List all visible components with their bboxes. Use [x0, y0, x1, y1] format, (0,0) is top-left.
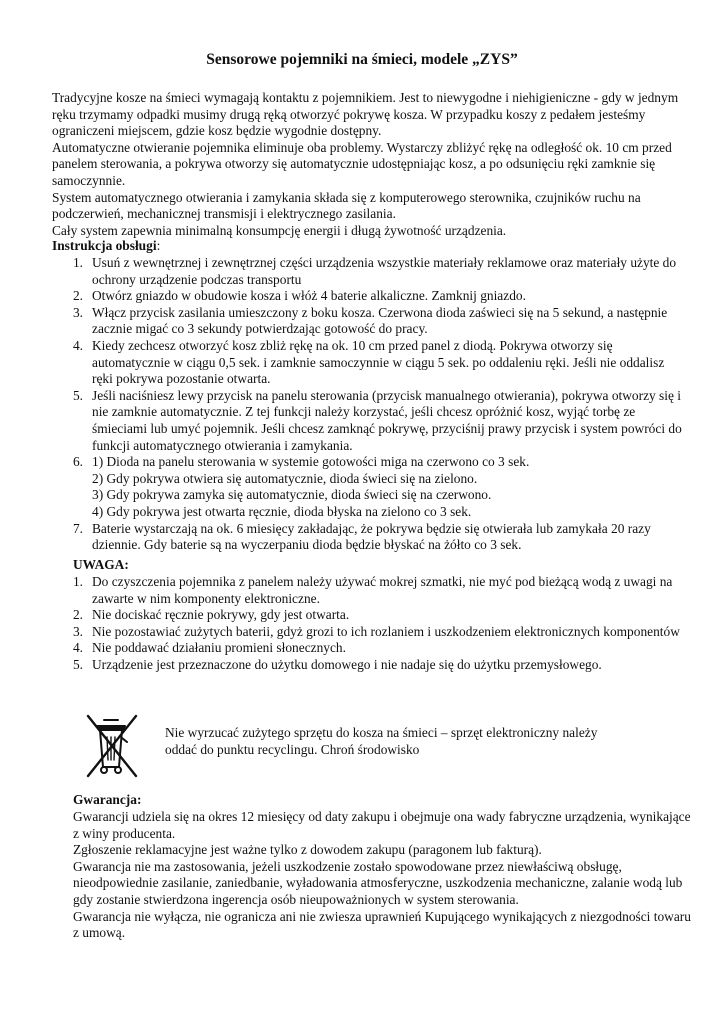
intro-paragraph: Cały system zapewnia minimalną konsumpcję energii i długą żywotność urządzenia.	[52, 222, 507, 238]
recycling-notice: Nie wyrzucać zużytego sprzętu do kosza na śmieci – sprzęt elektroniczny należy oddać do punktu recyclingu. Chroń środowisko	[165, 725, 598, 757]
instruction-item: 1. Usuń z wewnętrznej i zewnętrznej części urządzenia wszystkie materiały reklamowe oraz materiały użyte do ochrony urządzenie podczas transportu	[72, 255, 677, 287]
warning-heading: UWAGA:	[73, 557, 129, 572]
diode-status-line: 2) Gdy pokrywa otwiera się automatycznie, dioda świeci się na zielono.	[92, 470, 478, 486]
warranty-paragraph: Zgłoszenie reklamacyjne jest ważne tylko z dowodem zakupu (paragonem lub fakturą).	[73, 842, 542, 858]
instruction-item: 4. Kiedy zechcesz otworzyć kosz zbliż rękę na ok. 10 cm przed panel z diodą. Pokrywa otworzy się automatycznie w ciągu 0,5 sek. i zamknie samoczynnie w ciągu 5 sek. po oddaleniu ręki. Jeśli nie oddalisz ręki pokrywa pozostanie otwarta.	[72, 337, 665, 387]
diode-status-line: 3) Gdy pokrywa zamyka się automatycznie, dioda świeci się na czerwono.	[92, 487, 492, 503]
document-title: Sensorowe pojemniki na śmieci, modele „ZYS”	[206, 51, 518, 68]
warranty-heading: Gwarancja:	[73, 792, 142, 807]
instruction-item: 3. Włącz przycisk zasilania umieszczony z boku kosza. Czerwona dioda zaświeci się na 5 sekund, a następnie zacznie migać co 3 sekundy potwierdzając gotowość do pracy.	[72, 304, 668, 337]
intro-paragraph: System automatycznego otwierania i zamykania składa się z komputerowego sterownika, czujników ruchu na podczerwień, mechanicznej transmisji i elektrycznego zasilania.	[52, 189, 641, 222]
warning-item: 5. Urządzenie jest przeznaczone do użytku domowego i nie nadaje się do użytku przemysłowego.	[72, 656, 602, 672]
intro-section	[52, 90, 692, 239]
warning-item: 4. Nie poddawać działaniu promieni słonecznych.	[72, 640, 346, 656]
instruction-item: 7. Baterie wystarczają na ok. 6 miesięcy zakładając, że pokrywa będzie się otwierała lub zamykała 20 razy dziennie. Gdy baterie są na wyczerpaniu dioda będzie błyskać na żółto co 3 sek.	[72, 520, 651, 553]
diode-status-line: 4) Gdy pokrywa jest otwarta ręcznie, dioda błyska na zielono co 3 sek.	[92, 503, 472, 519]
instructions-list	[52, 255, 682, 554]
intro-paragraph: Tradycyjne kosze na śmieci wymagają kontaktu z pojemnikiem. Jest to niewygodne i niehigieniczne - gdy w jednym ręku trzymamy odpadki musimy drugą ręką otworzyć pokrywę kosza. W przypadku koszy z pedałem jesteśmy ograniczeni miejscem, gdzie kosz będzie wygodnie dostępny.	[52, 90, 679, 139]
warning-item: 3. Nie pozostawiać zużytych baterii, gdyż grozi to ich rozlaniem i uszkodzeniem elektronicznych komponentów	[72, 623, 680, 639]
warning-list	[52, 574, 688, 674]
crossed-out-wheelie-bin-icon	[82, 710, 142, 780]
instruction-item: 2. Otwórz gniazdo w obudowie kosza i włóż 4 baterie alkaliczne. Zamknij gniazdo.	[72, 288, 526, 304]
intro-paragraph: Automatyczne otwieranie pojemnika eliminuje oba problemy. Wystarczy zbliżyć rękę na odległość ok. 10 cm przed panelem sterowania, a pokrywa otworzy się automatycznie udostępniając kosz, a po odsunięciu ręki zamknie się samoczynnie.	[52, 139, 672, 188]
diode-status-line: 1) Dioda na panelu sterowania w systemie gotowości miga na czerwono co 3 sek.	[92, 454, 530, 470]
warning-item: 2. Nie dociskać ręcznie pokrywy, gdy jest otwarta.	[72, 607, 350, 623]
instruction-item: 5. Jeśli naciśniesz lewy przycisk na panelu sterowania (przycisk manualnego otwierania), pokrywa otworzy się i nie zamknie automatycznie. Z tej funkcji należy korzystać, jeśli chcesz opróżnić kosz, wyjąć torbę ze śmieciami lub umyć pojemnik. Jeśli chcesz zamknąć pokrywę, przyciśnij prawy przycisk i system powróci do funkcji automatycznego otwierania i zamykania.	[72, 387, 682, 453]
instruction-item: 6. 1) Dioda na panelu sterowania w systemie gotowości miga na czerwono co 3 sek. 2) Gdy pokrywa otwiera się automatycznie, dioda świeci się na zielono. 3) Gdy pokrywa zamyka się automatycznie, dioda świeci się na czerwono. 4) Gdy pokrywa jest otwarta ręcznie, dioda błyska na zielono co 3 sek.	[52, 454, 682, 520]
warranty-section	[73, 809, 693, 942]
instructions-heading: Instrukcja obsługi:	[52, 238, 161, 253]
warning-item: 1. Do czyszczenia pojemnika z panelem należy używać mokrej szmatki, nie myć pod bieżącą wodą z uwagi na zawarte w nim komponenty elektroniczne.	[72, 574, 673, 606]
warranty-paragraph: Gwarancji udziela się na okres 12 miesięcy od daty zakupu i obejmuje ona wady fabryczne urządzenia, wynikające z winy producenta.	[73, 809, 691, 841]
warranty-paragraph: Gwarancja nie ma zastosowania, jeżeli uszkodzenie zostało spowodowane przez niewłaściwą obsługę, nieodpowiednie zasilanie, zaniedbanie, wyładowania atmosferyczne, uszkodzenia mechaniczne, zalanie wodą lub gdy zostanie stwierdzona ingerencja osób nieupoważnionych w system sterowania.	[73, 858, 683, 907]
warranty-paragraph: Gwarancja nie wyłącza, nie ogranicza ani nie zwiesza uprawnień Kupującego wynikających z niezgodności towaru z umową.	[73, 908, 691, 941]
